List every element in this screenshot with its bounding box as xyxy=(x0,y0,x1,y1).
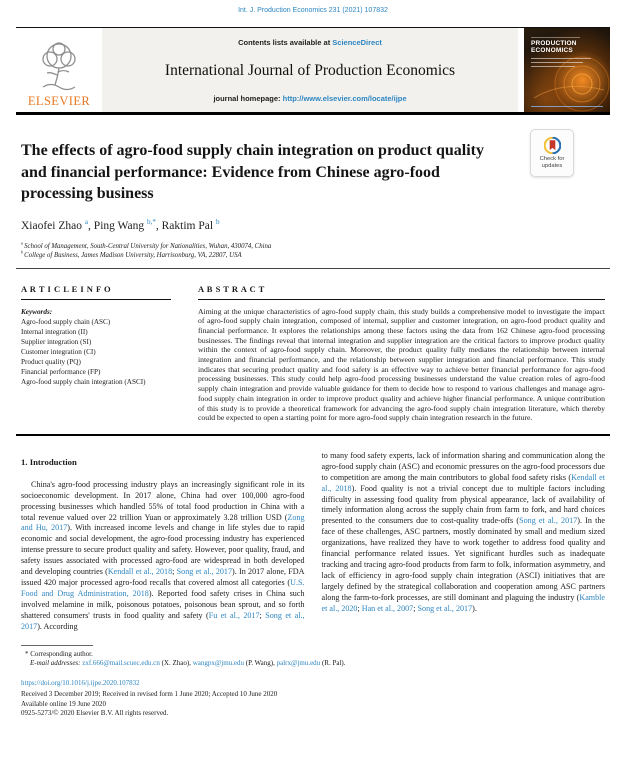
check-for-updates-badge[interactable] xyxy=(530,129,574,177)
inline-link[interactable]: wangpx@jmu.edu xyxy=(192,659,245,668)
intro-right-column xyxy=(322,451,606,633)
inline-link[interactable]: b xyxy=(215,217,220,226)
author-line xyxy=(21,217,605,232)
text-segment: a xyxy=(21,240,25,246)
affiliation-a xyxy=(21,242,605,251)
heading-rule xyxy=(21,299,171,300)
text-segment: E-mail addresses: xyxy=(30,659,83,668)
text-segment: ; xyxy=(172,567,177,577)
introduction-section xyxy=(21,451,605,633)
cover-decor-line xyxy=(531,106,603,107)
inline-link[interactable]: b,* xyxy=(146,217,156,226)
abstract-column xyxy=(198,284,605,423)
journal-cover-thumbnail xyxy=(524,28,610,112)
keywords-label: Keywords: xyxy=(21,307,53,316)
affiliations xyxy=(21,242,605,260)
text-segment: (X. Zhao), xyxy=(159,659,193,668)
text-segment: to many food safety experts, lack of information sharing and communication along the agro-food supply chain (ASC) and economic pressures on the agro-food processors due to competition are among the main contributors to global food safety risks ( xyxy=(321,450,605,482)
inline-link[interactable]: Kendall et al., 2018 xyxy=(107,567,173,577)
inline-link[interactable]: Han et al., 2007 xyxy=(361,603,414,613)
affiliation-b xyxy=(21,251,605,260)
text-segment: , Ping Wang xyxy=(88,219,147,232)
doi-link[interactable]: https://doi.org/10.1016/j.ijpe.2020.107832 xyxy=(21,678,140,687)
text-segment: Xiaofei Zhao xyxy=(21,219,85,232)
text-segment: ). In 2017 alone, FDA issued 420 major processed agro-food recalls that covered almost all categories ( xyxy=(21,567,305,587)
inline-link[interactable]: Song et al., 2017 xyxy=(417,603,473,613)
text-segment: (P. Wang), xyxy=(244,659,277,668)
article-title: The effects of agro-food supply chain integration on product quality and financial performance: Evidence from Chinese agro-food processing business xyxy=(21,142,484,202)
keywords-list xyxy=(21,317,171,387)
text-segment: College of Business, James Madison University, Harrisonburg, VA, 22807, USA xyxy=(24,251,242,259)
homepage-line xyxy=(108,94,512,103)
inline-link[interactable]: Kamble et al., 2020 xyxy=(321,592,605,613)
inline-link[interactable]: U.S. Food and Drug Administration, 2018 xyxy=(21,578,305,598)
text-segment: , Raktim Pal xyxy=(155,219,216,232)
crossmark-icon xyxy=(544,137,561,154)
text-segment: ; xyxy=(357,603,362,613)
text-segment: ). Reported food safety crises in China such involved melamine in milk, poisonous potatoes, poisonous bean sprout, and so forth shattered consumers' trusts in food quality and safety ( xyxy=(21,588,305,620)
section-divider-thick xyxy=(16,434,610,436)
text-segment: China's agro-food processing industry plays an increasingly significant role in its socioeconomic development. In 2017 alone, China had over 100,000 agro-food processing businesses which handled 55% of total food production in China with a total revenue valued over 22 trillion Yuan or approximately 3.28 trillion USD ( xyxy=(21,479,305,522)
elsevier-wordmark: ELSEVIER xyxy=(27,94,91,108)
journal-reference: Int. J. Production Economics 231 (2021) 107832 xyxy=(238,7,388,14)
banner-center xyxy=(102,28,518,112)
badge-label: Check for updates xyxy=(539,156,565,169)
inline-link[interactable]: Song et al., 2017 xyxy=(21,610,305,631)
corresponding-author-footnote xyxy=(21,645,605,669)
text-segment: b xyxy=(21,249,25,255)
inline-link[interactable]: Kendall et al., 2018 xyxy=(321,472,605,493)
elsevier-tree-icon xyxy=(33,39,85,93)
journal-banner xyxy=(16,27,610,112)
keyword-item: Financial performance (FP) xyxy=(21,367,101,376)
contents-line xyxy=(108,38,512,47)
corresponding-author-line: * Corresponding author. xyxy=(25,649,93,658)
intro-left-column xyxy=(21,451,305,633)
keyword-item: Agro-food supply chain (ASC) xyxy=(21,317,111,326)
section-divider xyxy=(16,268,610,269)
info-abstract-section xyxy=(21,284,605,423)
intro-paragraph-right xyxy=(322,451,606,615)
article-footer xyxy=(21,679,605,719)
keyword-item: Customer integration (CI) xyxy=(21,347,96,356)
inline-link[interactable]: Fu et al., 2017 xyxy=(208,610,260,620)
text-segment: ; xyxy=(413,603,418,613)
sciencedirect-link[interactable]: ScienceDirect xyxy=(332,38,382,47)
keyword-item: Agro-food supply chain integration (ASCI) xyxy=(21,377,146,386)
heading-rule xyxy=(198,299,605,300)
received-dates: Received 3 December 2019; Received in revised form 1 June 2020; Accepted 10 June 2020 xyxy=(21,690,278,699)
banner-divider xyxy=(16,112,610,115)
elsevier-logo xyxy=(16,28,102,112)
footnote-divider xyxy=(21,645,93,646)
keyword-item: Product quality (PQ) xyxy=(21,357,81,366)
inline-link[interactable]: zxf.666@mail.scuec.edu.cn xyxy=(82,659,160,668)
text-segment: (R. Pal). xyxy=(320,659,346,668)
abstract-heading: A B S T R A C T xyxy=(198,283,265,294)
introduction-heading: 1. Introduction xyxy=(21,456,77,467)
text-segment: School of Management, South-Central University for Nationalities, Wuhan, 430074, China xyxy=(24,242,272,250)
abstract-text: Aiming at the unique characteristics of agro-food supply chain, this study builds a comprehensive model to investigate the impact of agro-food supply chain integration, composed of internal, supplier and customer integration, on agro-food product quality and financial performance. It explores the relationships among these factors using the data from 162 Chinese agro-food processing businesses. The findings reveal that internal integration and supplier integration are the critical factors to improve product quality within the context of agro-food supply chain. Moreover, the product quality fully mediates the relationship between internal integration and financial performance, and the relationship between supplier integration and financial performance. This study indicates that securing product quality and food safety is an effective way to achieve better financial performance for agro-food processing businesses. This study could help agro-food processing businesses understand the value creation roles of agro-food supply chain integration and provide valuable guidance for them to decide how to respond to various challenges and manage agro-food supply chain integration in order to improve product quality and achieve higher financial performance. A unique contribution of this study is to provide a theoretical framework for advancing the agro-food supply chain integration literature, which thereby could be expected to open a starting point for more agro-food supply chain integration research in the future. xyxy=(198,306,605,423)
text-segment: ). According xyxy=(37,621,78,631)
article-info-column xyxy=(21,284,171,423)
inline-link[interactable]: Song et al., 2017 xyxy=(176,567,233,577)
text-segment: ). Food quality is not a trivial concept due to multiple factors including difficulty in assessing food quality from physical appearance, lack of availability of timely information along across the supply chain from farm to fork, and hard choices presented to the consumers due to cost-quality trade-offs ( xyxy=(321,483,605,526)
journal-title: International Journal of Production Economics xyxy=(164,61,456,79)
text-segment: ; xyxy=(259,610,266,620)
inline-link[interactable]: palrx@jmu.edu xyxy=(276,659,321,668)
text-segment: ). In the face of these challenges, ASC partners, mostly dominated by small and medium sized organizations, have realized they have to work together to address food quality and financial performance related issues. Yet significant hurdles such as inadequate tracking and tracing agro-food products from farm to folk, information asymmetry, and lack of efficiency in agro-food supply chain integration (ASCI) initiatives that are largely defined by the strategical collaboration and cooperation among ASC partners along the farm-to-fork processes, are still dominant and plaguing the industry ( xyxy=(321,516,605,602)
cover-title: PRODUCTION ECONOMICS xyxy=(531,40,577,54)
intro-paragraph-left xyxy=(21,480,305,633)
text-segment: ). xyxy=(472,603,477,613)
available-online: Available online 19 June 2020 xyxy=(21,699,107,708)
issn-copyright: 0925-5273/© 2020 Elsevier B.V. All rights reserved. xyxy=(21,709,169,718)
contents-prefix: Contents lists available at xyxy=(238,38,333,47)
keyword-item: Supplier integration (SI) xyxy=(21,337,92,346)
inline-link[interactable]: Song et al., 2017 xyxy=(519,516,578,526)
homepage-link[interactable]: http://www.elsevier.com/locate/ijpe xyxy=(282,94,407,103)
homepage-prefix: journal homepage: xyxy=(213,94,283,103)
inline-link[interactable]: Zong and Hu, 2017 xyxy=(21,512,305,533)
article-info-heading: A R T I C L E I N F O xyxy=(21,283,112,294)
cover-globe-graphic xyxy=(524,28,610,112)
email-addresses-line xyxy=(21,659,605,669)
keyword-item: Internal integration (II) xyxy=(21,327,88,336)
text-segment: ). With increased income levels and change in life styles due to rapid economic and social development, the agro-food processing industry has experienced intense pressure to secure product quality and safety. However, poor quality, fraud, and safety issues associated with processed agro-food are widespread in both developed and developing countries ( xyxy=(21,523,305,577)
inline-link[interactable]: a xyxy=(84,217,89,226)
